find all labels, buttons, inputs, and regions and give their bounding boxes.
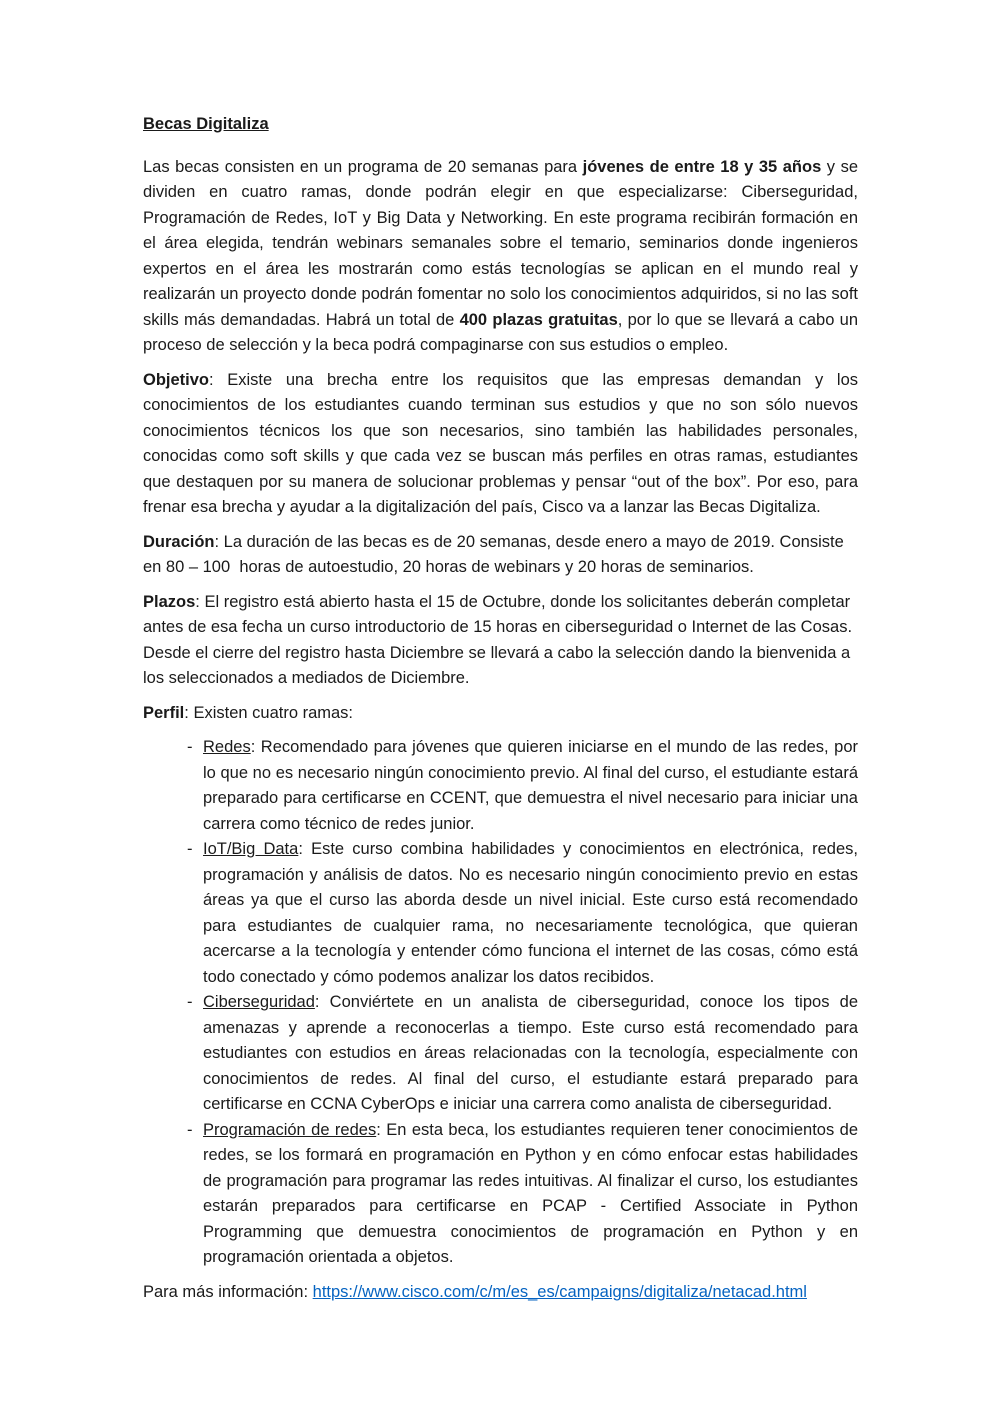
duracion-paragraph bbox=[143, 530, 858, 581]
intro-run: Las becas consisten en un programa de 20 semanas para bbox=[143, 157, 583, 176]
intro-run: , por lo que se llevará a cabo un proceso de selección y la beca podrá compaginarse con sus estudios o empleo. bbox=[143, 310, 858, 354]
duracion-body: : La duración de las becas es de 20 semanas, desde enero a mayo de 2019. Consiste en 80 – 100 horas de autoestudio, 20 horas de webinars y 20 horas de seminarios. bbox=[143, 532, 844, 576]
branch-term: IoT/Big Data bbox=[203, 840, 299, 858]
plazos-body: : El registro está abierto hasta el 15 de Octubre, donde los solicitantes deberán completar antes de esa fecha un curso introductorio de 15 horas en ciberseguridad o Internet de las Cosas. Desde el cierre del registro hasta Diciembre se llevará a cabo la selección dando la bienvenida a los seleccionados a mediados de Diciembre. bbox=[143, 592, 853, 687]
branch-body: : Este curso combina habilidades y conocimientos en electrónica, redes, programación y análisis de datos. No es necesario ningún conocimiento previo en estas áreas ya que el curso las aborda desde un nivel inicial. Este curso está recomendado para estudiantes de cualquier rama, no necesariamente tecnológica, que quieran acercarse a la tecnología y entender cómo funciona el internet de las cosas, cómo está todo conectado y cómo podemos analizar los datos recibidos. bbox=[203, 840, 858, 986]
list-item-iot-big-data bbox=[143, 837, 858, 990]
dash-bullet-icon: - bbox=[187, 993, 193, 1011]
duracion-label: Duración bbox=[143, 532, 215, 551]
plazos-paragraph bbox=[143, 590, 858, 692]
objetivo-body: : Existe una brecha entre los requisitos que las empresas demandan y los conocimientos de los estudiantes cuando terminan sus estudios y que no son sólo nuevos conocimientos técnicos los que son necesarios, sino también las habilidades personales, conocidas como soft skills y que cada vez se buscan más perfiles en otras ramas, estudiantes que destaquen por su manera de solucionar problemas y pensar “out of the box”. Por eso, para frenar esa brecha y ayudar a la digitalización del país, Cisco va a lanzar las Becas Digitaliza. bbox=[143, 370, 858, 516]
branch-term: Programación de redes bbox=[203, 1120, 377, 1139]
branch-body: : Recomendado para jóvenes que quieren iniciarse en el mundo de las redes, por lo que no es necesario ningún conocimiento previo. Al final del curso, el estudiante estará preparado para certificarse en CCENT, que demuestra el nivel necesario para iniciar una carrera como técnico de redes junior. bbox=[203, 738, 858, 833]
perfil-label: Perfil bbox=[143, 703, 185, 722]
intro-bold-places: 400 plazas gratuitas bbox=[459, 310, 618, 329]
list-item-ciberseguridad bbox=[143, 990, 858, 1118]
perfil-paragraph bbox=[143, 701, 858, 727]
branch-term: Redes bbox=[203, 738, 251, 756]
branch-term: Ciberseguridad bbox=[203, 993, 315, 1011]
branch-list bbox=[143, 735, 858, 1271]
dash-bullet-icon: - bbox=[187, 1120, 193, 1139]
dash-bullet-icon: - bbox=[187, 840, 193, 858]
objetivo-paragraph bbox=[143, 368, 858, 521]
footer-lead: Para más información: bbox=[143, 1282, 313, 1301]
document-title-text: Becas Digitaliza bbox=[143, 115, 269, 133]
intro-bold-ages: jóvenes de entre 18 y 35 años bbox=[582, 157, 822, 176]
branch-body: : En esta beca, los estudiantes requieren tener conocimientos de redes, se los formará en programación en Python y en cómo enfocar estas habilidades de programación para programar las redes intuitivas. Al finalizar el curso, los estudiantes estarán preparados para certificarse en PCAP - Certified Associate in Python Programming que demuestra conocimientos de programación en Python y en programación orientada a objetos. bbox=[203, 1120, 858, 1266]
dash-bullet-icon: - bbox=[187, 738, 193, 756]
plazos-label: Plazos bbox=[143, 592, 196, 611]
list-item-redes bbox=[143, 735, 858, 837]
branch-body: : Conviértete en un analista de ciberseguridad, conoce los tipos de amenazas y aprende a reconocerlas a tiempo. Este curso está recomendado para estudiantes con estudios en áreas relacionadas con la tecnología, especialmente con conocimientos de redes. Al final del curso, el estudiante estará preparado para certificarse en CCNA CyberOps e iniciar una carrera como analista de ciberseguridad. bbox=[203, 993, 858, 1113]
list-item-programacion-de-redes bbox=[143, 1118, 858, 1271]
info-link[interactable]: https://www.cisco.com/c/m/es_es/campaigns/digitaliza/netacad.html bbox=[312, 1282, 807, 1301]
objetivo-label: Objetivo bbox=[143, 370, 210, 389]
document-title bbox=[143, 112, 858, 138]
intro-paragraph bbox=[143, 155, 858, 359]
footer-paragraph bbox=[143, 1280, 858, 1306]
perfil-body: : Existen cuatro ramas: bbox=[184, 703, 354, 722]
intro-run: y se dividen en cuatro ramas, donde podrán elegir en que especializarse: Ciberseguridad, Programación de Redes, IoT y Big Data y Networking. En este programa recibirán formación en el área elegida, tendrán webinars semanales sobre el temario, seminarios donde ingenieros expertos en el área les mostrarán como estás tecnologías se aplican en el mundo real y realizarán un proyecto donde podrán fomentar no solo los conocimientos adquiridos, si no las soft skills más demandadas. Habrá un total de bbox=[143, 157, 858, 329]
